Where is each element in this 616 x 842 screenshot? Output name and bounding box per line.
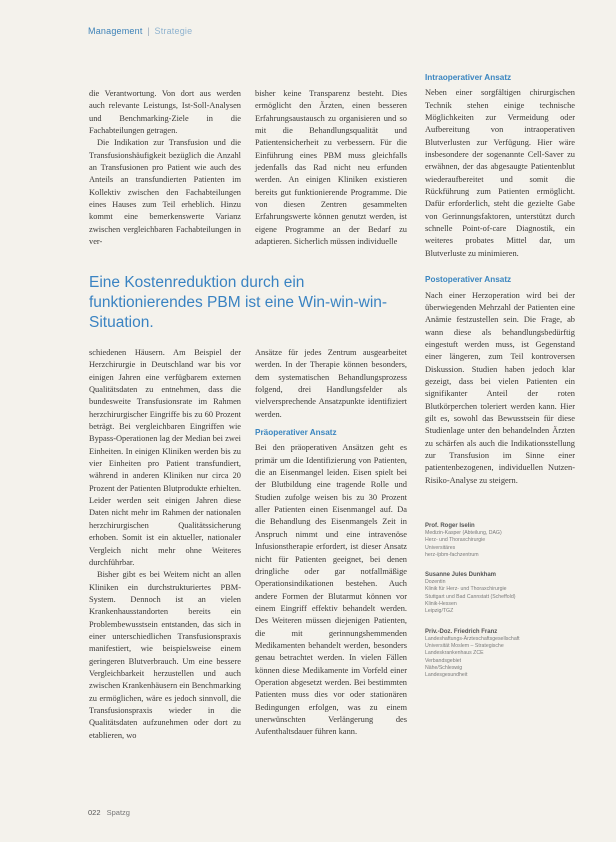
author-affiliation-line: Nähe/Schleswig: [425, 664, 463, 671]
author-affiliation-line: herz-/pbm-fachzentrum: [425, 551, 479, 558]
column-2-top: [255, 88, 407, 248]
column-2-bottom: [255, 347, 407, 739]
author-block: [425, 522, 585, 559]
author-affiliation-line: Verbandsgebiet: [425, 657, 462, 664]
page-number: 022: [88, 808, 101, 817]
page-footer: [88, 808, 130, 817]
column-3: [425, 72, 575, 487]
paragraph: Nach einer Herzoperation wird bei der überwiegenden Mehrzahl der Patienten eine Anämie festzustellen sein. Die Frage, ab wann diese als behandlungsbedürftig eingestuft werden muss, ist Gegenstand einer längeren, zum Teil kontroversen Diskussion. Studien haben jedoch klar gezeigt, dass bei vielen Patienten ein signifikanter Anteil der roten Blutkörperchen toleriert werden kann. Hier gilt es, sowohl das Bewusstsein für diese Studienlage unter den behandelnden Ärzten zu schärfen als auch die Indikationsstellung zur Transfusion im Sinne einer patientenbezogenen, individuellen Nutzen-Risiko-Analyse zu steigern.: [425, 290, 575, 485]
section-separator: |: [147, 26, 150, 36]
author-name: Susanne Jules Dunkham: [425, 572, 497, 579]
section-label: Management: [88, 26, 143, 36]
author-block: [425, 628, 585, 680]
paragraph: Bei den präoperativen Ansätzen geht es primär um die Identifizierung von Patienten, die an Eisenmangel leiden. Eisen spielt bei der Blutbildung eine tragende Rolle und Studien zufolge weisen bis zu 30 Prozent aller Patienten einen Eisenmangel auf. Da die Behandlung des Eisenmangels Zeit in Anspruch nimmt und eine intravenöse Infusionstherapie erfordert, ist dieser Ansatz nicht für Patienten geeignet, bei denen dringliche oder gar notfallmäßige Operationsindikationen bestehen. Auch andere Formen der Blutarmut können vor einem Eingriff effektiv behandelt werden. Des Weiteren müssen diejenigen Patienten, die mit gerinnungshemmenden Medikamenten behandelt werden, besonders genau betrachtet werden. In vielen Fällen können diese Medikamente im Vorfeld einer Operation abgesetzt werden. Bei bestimmten Patienten muss dies vor oder stationären Bedingungen erfolgen, was zu einem unerwünschten Verlängerung des Aufenthaltsdauer führen kann.: [255, 443, 407, 737]
author-info: [425, 522, 585, 691]
author-affiliation-line: Landesgesundheit: [425, 672, 468, 679]
paragraph: bisher keine Transparenz besteht. Dies ermöglicht den Ärzten, einen besseren Erfahrungsaustausch zu organisieren und so mit die Behandlungsqualität und Patientensicherheit zu verbessern. Für die Einführung eines PBM muss gleichfalls jedenfalls das Rad nicht neu erfunden werden. An einigen Kliniken existieren bereits gut funktionierende Programme. Die von diesen Zentren gesammelten Erfahrungswerte können genutzt werden, ist eigene Programme an der Bedarf zu adaptieren. Sicherlich müssen individuelle: [255, 89, 407, 247]
paragraph: Neben einer sorgfältigen chirurgischen Technik stehen einige technische Möglichkeiten zur Vermeidung oder Aufbereitung von intraoperativen Blutverlusten zur Verfügung. Hier wäre insbesondere der sogenannte Cell-Saver zu erwähnen, der das abgesaugte Patientenblut wiederaufbereitet und somit die Rückführung zum Patienten ermöglicht. Dafür erforderlich, steht die gezielte Gabe von Gerinnungsfaktoren, unterstützt durch schnelle Point-of-care Diagnostik, ein weiteres probates Mittel dar, um Blutverluste zu minimieren.: [425, 88, 575, 258]
paragraph: Bisher gibt es bei Weitem nicht an allen Kliniken ein durchstrukturiertes PBM-System. Dennoch ist an vielen Krankenhausstandorten bereits ein Problembewusstsein entstanden, das sich in einer unterschiedlichen Transfusionspraxis manifestiert, wie beispielsweise einem geringeren Blutverbrauch. Um eine bessere Vergleichbarkeit herzustellen und auch zwischen Krankenhäusern ein Benchmarking zu ermöglichen, wäre es jedoch sinnvoll, die Transfusionspraxis wieder in die Qualitätsdaten aufzunehmen oder dort zu etablieren, wo: [89, 570, 241, 740]
author-affiliation-line: Klinik-Hessen: [425, 601, 457, 608]
author-affiliation-line: Klinik für Herz- und Thoraxchirurgie: [425, 586, 507, 593]
pull-quote: Eine Kostenreduktion durch ein funktionierendes PBM ist eine Win-win-win-Situation.: [89, 274, 388, 331]
author-affiliation-line: Landeskrankenhaus ZCE: [425, 650, 484, 657]
journal-name: Spatzg: [106, 808, 130, 817]
author-name: Prof. Roger Iselin: [425, 523, 475, 529]
paragraph: die Verantwortung. Von dort aus werden auch relevante Leistungs, Ist-Soll-Analysen und Benchmarking-Ziele in die Fachabteilungen getragen.: [89, 89, 241, 136]
author-affiliation-line: Herz- und Thoraxchirurgie: [425, 537, 486, 544]
author-affiliation-line: Leipzig/TGZ: [425, 608, 454, 615]
subheading-intraoperative: Intraoperativer Ansatz: [425, 73, 512, 82]
paragraph: schiedenen Häusern. Am Beispiel der Herzchirurgie in Deutschland war bis vor einigen Jahren eine verfügbarem externen Qualitätsdaten zu entnehmen, dass die bundesweite Transfusionsrate im Rahmen herzchirurgischer Eingriffe bis zu 60 Prozent beträgt. Bei vergleichbaren Eingriffen wie Bypass-Operationen lag der Median bei zwei Einheiten. In einigen Kliniken werden bis zu vier Einheiten pro Patient transfundiert, während in anderen Kliniken nur circa 20 Prozent der Patienten Blutprodukte erhielten. Leider werden seit einigen Jahren diese Daten nicht mehr im Rahmen der nationalen herzchirurgischen Qualitätssicherung erhoben. Somit ist ein aktueller, nationaler Vergleich nicht mehr ohne Weiteres durchführbar.: [89, 348, 241, 567]
subheading-preoperative: Präoperativer Ansatz: [255, 428, 337, 438]
author-affiliation-line: Universitäres: [425, 544, 456, 551]
subsection-label: Strategie: [154, 26, 193, 36]
author-affiliation-line: Dozentin: [425, 579, 446, 586]
section-header: [88, 26, 192, 36]
column-1-top: [89, 88, 241, 248]
subheading-postoperative: Postoperativer Ansatz: [425, 275, 512, 285]
paragraph: Die Indikation zur Transfusion und die Transfusionshäufigkeit bezüglich die Anzahl an Transfusionen pro Patient wie auch des Anteils an transfundierten Patienten im Kollektiv zwischen den Fachabteilungen eines Hauses zum Teil erheblich. Hinzu kommt eine bemerkenswerte Varianz zwischen vergleichbaren Fachabteilungen in ver-: [89, 138, 241, 247]
author-name: Priv.-Doz. Friedrich Franz: [425, 628, 498, 635]
author-affiliation-line: Landeshaftungs-Ärzteschaftsgesellschaft: [425, 635, 520, 642]
author-affiliation-line: Medizin-Kasper (Abteilung, DAG): [425, 530, 502, 536]
author-affiliation-line: Universität Moslem – Strategische: [425, 642, 504, 649]
paragraph: Ansätze für jedes Zentrum ausgearbeitet werden. In der Therapie können besonders, dem systematischen Behandlungsprozess folgend, drei Handlungsfelder als vielversprechende Ansatzpunkte identifiziert werden.: [255, 348, 407, 419]
author-affiliation-line: Stuttgart und Bad Cannstatt (Scheffold): [425, 593, 516, 600]
author-block: [425, 571, 585, 615]
column-1-bottom: [89, 347, 241, 742]
